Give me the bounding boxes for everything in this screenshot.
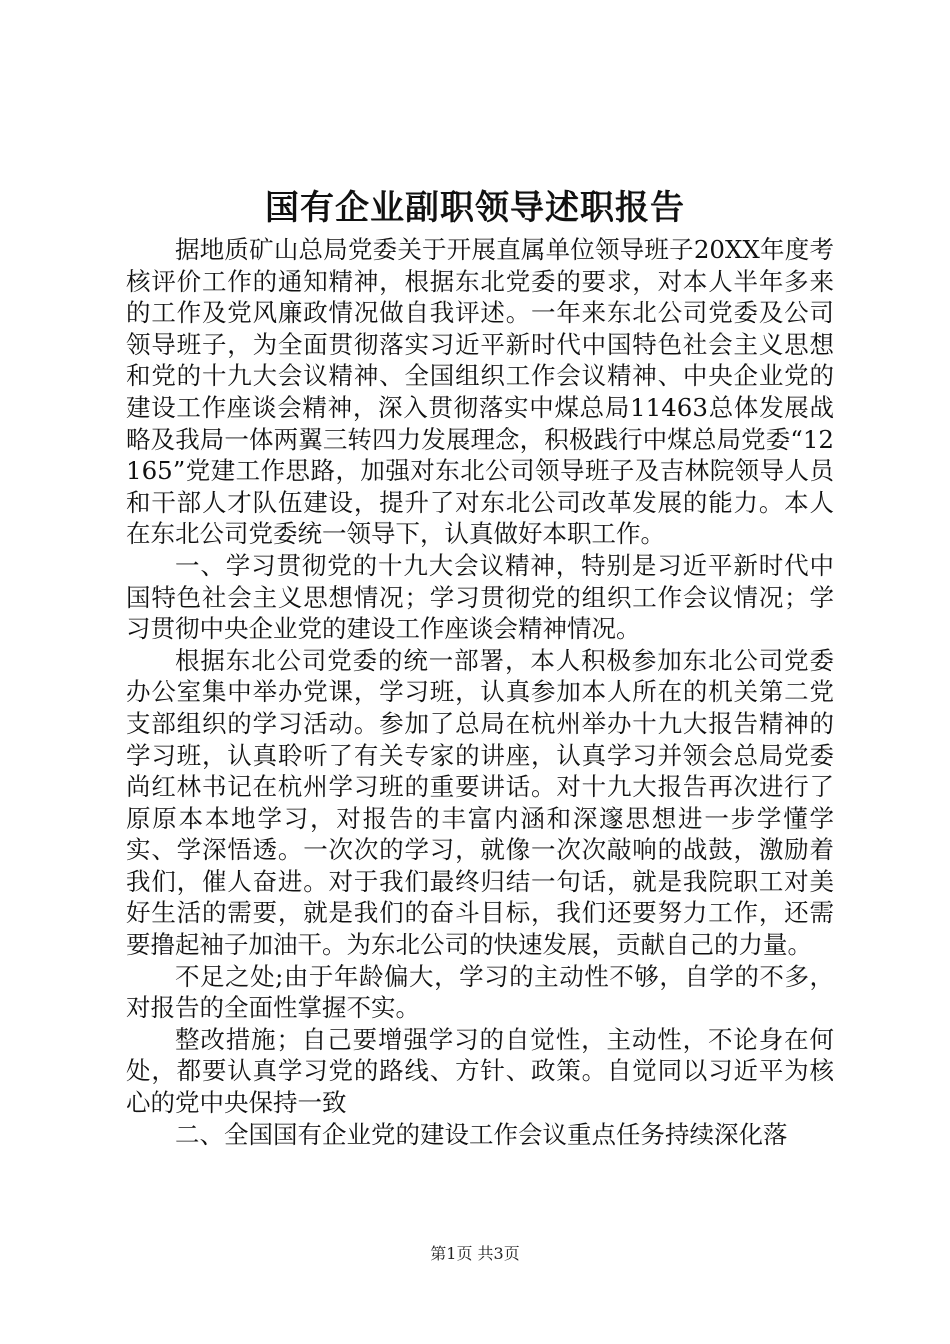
paragraph-study-activities: 根据东北公司党委的统一部署，本人积极参加东北公司党委办公室集中举办党课，学习班，认真参加本人所在的机关第二党支部组织的学习活动。参加了总局在杭州举办十九大报告精神的学习班，认真聆听了有关专家的讲座，认真学习并领会总局党委尚红林书记在杭州学习班的重要讲话。对十九大报告再次进行了原原本本地学习，对报告的丰富内涵和深邃思想进一步学懂学实、学深悟透。一次次的学习，就像一次次敲响的战鼓，激励着我们，催人奋进。对于我们最终归结一句话，就是我院职工对美好生活的需要，就是我们的奋斗目标，我们还要努力工作，还需要撸起袖子加油干。为东北公司的快速发展，贡献自己的力量。 bbox=[126, 645, 834, 960]
document-title: 国有企业副职领导述职报告 bbox=[265, 188, 685, 228]
page-number-footer: 第1页 共3页 bbox=[430, 1244, 520, 1263]
paragraph-section-two-heading: 二、全国国有企业党的建设工作会议重点任务持续深化落 bbox=[175, 1119, 788, 1149]
paragraph-rectification: 整改措施；自己要增强学习的自觉性，主动性，不论身在何处，都要认真学习党的路线、方针、政策。自觉同以习近平为核心的党中央保持一致 bbox=[126, 1024, 834, 1118]
document-body bbox=[126, 234, 834, 1150]
paragraph-section-one-heading: 一、学习贯彻党的十九大会议精神，特别是习近平新时代中国特色社会主义思想情况；学习贯彻党的组织工作会议情况；学习贯彻中央企业党的建设工作座谈会精神情况。 bbox=[126, 550, 834, 644]
paragraph-shortcomings: 不足之处;由于年龄偏大，学习的主动性不够，自学的不多，对报告的全面性掌握不实。 bbox=[126, 961, 834, 1023]
paragraph-intro: 据地质矿山总局党委关于开展直属单位领导班子20XX年度考核评价工作的通知精神，根据东北党委的要求，对本人半年多来的工作及党风廉政情况做自我评述。一年来东北公司党委及公司领导班子，为全面贯彻落实习近平新时代中国特色社会主义思想和党的十九大会议精神、全国组织工作会议精神、中央企业党的建设工作座谈会精神，深入贯彻落实中煤总局11463总体发展战略及我局一体两翼三转四力发展理念，积极践行中煤总局党委“12165”党建工作思路，加强对东北公司领导班子及吉林院领导人员和干部人才队伍建设，提升了对东北公司改革发展的能力。本人在东北公司党委统一领导下，认真做好本职工作。 bbox=[126, 235, 834, 549]
